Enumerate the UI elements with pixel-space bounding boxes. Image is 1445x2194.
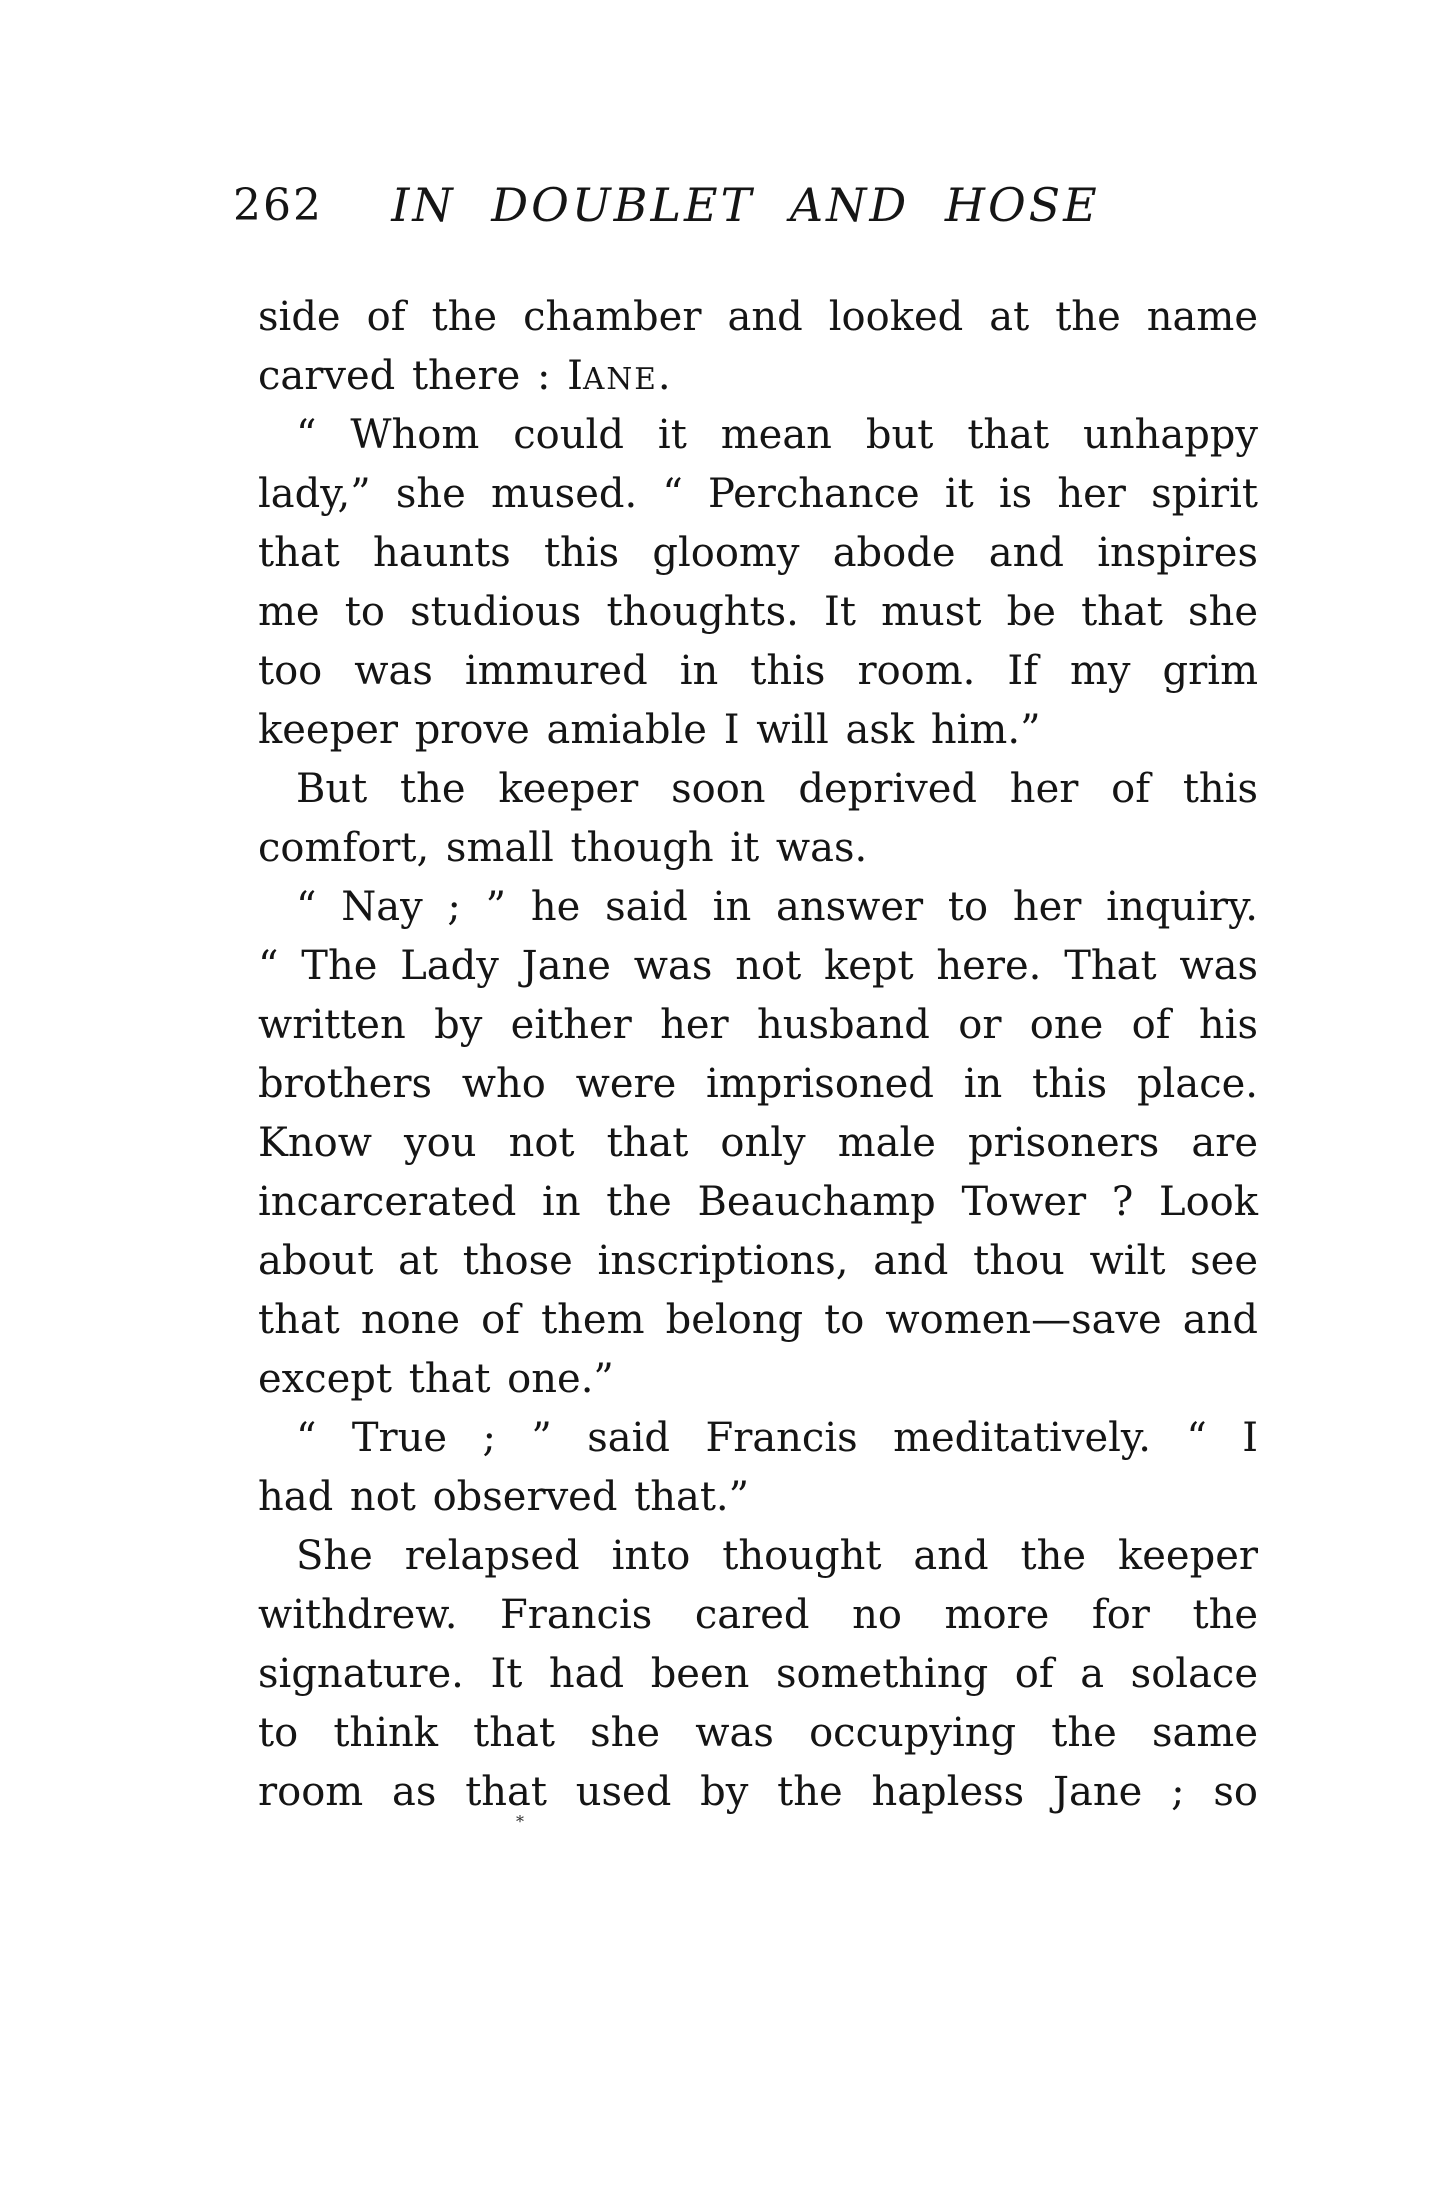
text-line (258, 819, 1258, 878)
running-header (233, 178, 1258, 234)
text-line (258, 642, 1258, 701)
line-text: to think that she was occupying the same (258, 1710, 1258, 1756)
text-line (258, 1763, 1258, 1822)
line-text: “ The Lady Jane was not kept here. That was (258, 943, 1258, 989)
line-text: that none of them belong to women—save and (258, 1297, 1258, 1343)
ink-speck: * (516, 1812, 524, 1831)
text-line (258, 524, 1258, 583)
line-text: room as that used by the hapless Jane ; so (258, 1769, 1258, 1815)
line-text: carved there : I (258, 353, 583, 399)
line-text: comfort, small though it was. (258, 825, 868, 871)
line-text: about at those inscriptions, and thou wilt see (258, 1238, 1258, 1284)
line-text: incarcerated in the Beauchamp Tower ? Look (258, 1179, 1258, 1225)
line-text: “ True ; ” said Francis meditatively. “ I (296, 1415, 1258, 1461)
line-text: lady,” she mused. “ Perchance it is her spirit (258, 471, 1258, 517)
text-line (258, 878, 1258, 937)
line-text: But the keeper soon deprived her of this (296, 766, 1258, 812)
text-line (258, 1055, 1258, 1114)
line-text: except that one.” (258, 1356, 614, 1402)
line-text: had not observed that.” (258, 1474, 750, 1520)
text-line (258, 760, 1258, 819)
line-text: signature. It had been something of a solace (258, 1651, 1258, 1697)
text-line (258, 288, 1258, 347)
line-text: She relapsed into thought and the keeper (296, 1533, 1258, 1579)
text-line (258, 583, 1258, 642)
line-text: that haunts this gloomy abode and inspires (258, 530, 1258, 576)
line-text: side of the chamber and looked at the name (258, 294, 1258, 340)
text-line (258, 1114, 1258, 1173)
line-text: brothers who were imprisoned in this place. (258, 1061, 1258, 1107)
page-number: 262 (233, 180, 323, 231)
line-text: “ Whom could it mean but that unhappy (296, 412, 1258, 458)
text-line (258, 347, 1258, 406)
line-text: Know you not that only male prisoners are (258, 1120, 1258, 1166)
small-caps-text: ANE (582, 362, 658, 396)
text-line (258, 1409, 1258, 1468)
text-line (258, 406, 1258, 465)
text-block (258, 288, 1258, 1822)
text-line (258, 1527, 1258, 1586)
line-text: . (657, 353, 671, 399)
line-text: “ Nay ; ” he said in answer to her inquiry. (296, 884, 1258, 930)
text-line (258, 1586, 1258, 1645)
text-line (258, 1704, 1258, 1763)
line-text: written by either her husband or one of his (258, 1002, 1258, 1048)
running-title: IN DOUBLET AND HOSE (391, 178, 1100, 232)
text-line (258, 1645, 1258, 1704)
text-line (258, 996, 1258, 1055)
text-line (258, 1232, 1258, 1291)
line-text: keeper prove amiable I will ask him.” (258, 707, 1041, 753)
text-line (258, 937, 1258, 996)
text-line (258, 1291, 1258, 1350)
text-line (258, 465, 1258, 524)
line-text: me to studious thoughts. It must be that she (258, 589, 1258, 635)
text-line (258, 1350, 1258, 1409)
text-line (258, 1173, 1258, 1232)
line-text: withdrew. Francis cared no more for the (258, 1592, 1258, 1638)
text-line (258, 1468, 1258, 1527)
text-line (258, 701, 1258, 760)
line-text: too was immured in this room. If my grim (258, 648, 1258, 694)
